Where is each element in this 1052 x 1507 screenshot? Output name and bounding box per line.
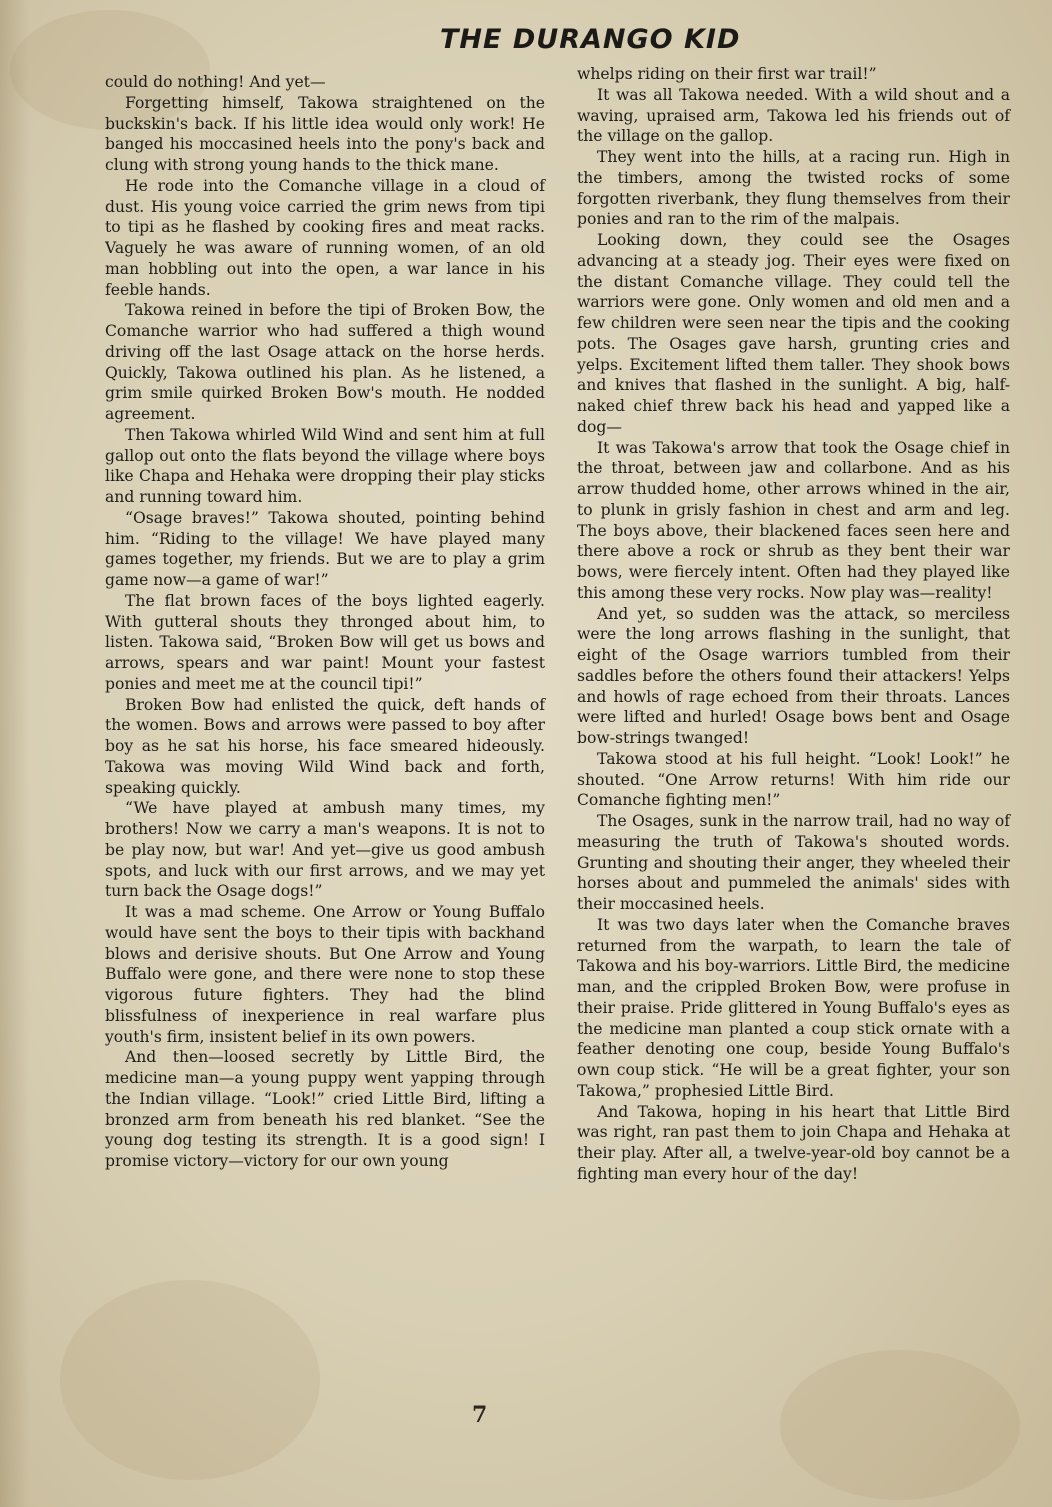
paragraph: They went into the hills, at a racing run. High in the timbers, among the twisted rocks of some forgotten riverbank, they flung themselves from their ponies and ran to the rim of the malpais. [577,148,1010,229]
paper-stain [780,1350,1020,1500]
paragraph: He rode into the Comanche village in a cloud of dust. His young voice carried the grim news from tipi to tipi as he flashed by cooking fires and meat racks. Vaguely he was aware of running women, of an old man hobbling out into the open, a war lance in his feeble hands. [105,176,545,299]
paragraph: Looking down, they could see the Osages advancing at a steady jog. Their eyes were fixed on the distant Comanche village. They could tell the warriors were gone. Only women and old men and a few children were seen near the tipis and the cooking pots. The Osages gave harsh, grunting cries and yelps. Excitement lifted them taller. They shook bows and knives that flashed in the sunlight. A big, half-naked chief threw back his head and yapped like a dog— [577,231,1010,436]
paragraph: Then Takowa whirled Wild Wind and sent him at full gallop out onto the flats beyond the village where boys like Chapa and Hehaka were dropping their play sticks and running toward him. [105,425,545,506]
page-header-title: THE DURANGO KID [440,24,741,55]
paragraph: And Takowa, hoping in his heart that Little Bird was right, ran past them to join Chapa and Hehaka at their play. After all, a twelve-year-old boy cannot be a fighting man every hour of the day! [577,1102,1010,1183]
page-number: 7 [472,1402,488,1428]
paragraph: And then—loosed secretly by Little Bird, the medicine man—a young puppy went yapping through the Indian village. “Look!” cried Little Bird, lifting a bronzed arm from beneath his red blanket. “See the young dog testing its strength. It is a good sign! I promise victory—victory for our own young [105,1048,545,1170]
paragraph: Takowa stood at his full height. “Look! Look!” he shouted. “One Arrow returns! With him ride our Comanche fighting men!” [577,749,1010,810]
paragraph: Forgetting himself, Takowa straightened on the buckskin's back. If his little idea would only work! He banged his moccasined heels into the pony's back and clung with strong young hands to the thick mane. [105,93,545,174]
page-crease-shadow [0,0,30,1507]
paragraph: whelps riding on their first war trail!” [577,65,877,83]
paper-stain [60,1280,320,1480]
paragraph: Broken Bow had enlisted the quick, deft hands of the women. Bows and arrows were passed to boy after boy as he sat his horse, his face smeared hideously. Takowa was moving Wild Wind back and forth, speaking quickly. [105,695,545,797]
paragraph: It was a mad scheme. One Arrow or Young Buffalo would have sent the boys to their tipis with backhand blows and derisive shouts. But One Arrow and Young Buffalo were gone, and there were none to stop these vigorous future fighters. They had the blind blissfulness of inexperience in real warfare plus youth's firm, insistent belief in its own powers. [105,903,545,1046]
paragraph: “Osage braves!” Takowa shouted, pointing behind him. “Riding to the village! We have played many games together, my friends. But we are to play a grim game now—a game of war!” [105,508,545,589]
paragraph: Takowa reined in before the tipi of Broken Bow, the Comanche warrior who had suffered a thigh wound driving off the last Osage attack on the horse herds. Quickly, Takowa outlined his plan. As he listened, a grim smile quirked Broken Bow's mouth. He nodded agreement. [105,301,545,423]
paragraph: It was Takowa's arrow that took the Osage chief in the throat, between jaw and collarbone. And as his arrow thudded home, other arrows whined in the air, to plunk in grisly fashion in chest and arm and leg. The boys above, their blackened faces seen here and there above a rock or shrub as they bent their war bows, were fiercely intent. Often had they played like this among these very rocks. Now play was—reality! [577,438,1010,602]
paragraph: The Osages, sunk in the narrow trail, had no way of measuring the truth of Takowa's shouted words. Grunting and shouting their anger, they wheeled their horses about and pummeled the animals' sides with their moccasined heels. [577,812,1010,913]
paragraph: The flat brown faces of the boys lighted eagerly. With gutteral shouts they thronged about him, to listen. Takowa said, “Broken Bow will get us bows and arrows, spears and war paint! Mount your fastest ponies and meet me at the council tipi!” [105,591,545,693]
paragraph: could do nothing! And yet— [105,73,326,91]
paragraph: It was all Takowa needed. With a wild shout and a waving, upraised arm, Takowa led his friends out of the village on the gallop. [577,85,1010,146]
paragraph: “We have played at ambush many times, my brothers! Now we carry a man's weapons. It is not to be play now, but war! And yet—give us good ambush spots, and luck with our first arrows, and we may yet turn back the Osage dogs!” [105,799,545,901]
paragraph: It was two days later when the Comanche braves returned from the warpath, to learn the tale of Takowa and his boy-warriors. Little Bird, the medicine man, and the crippled Broken Bow, were profuse in their praise. Pride glittered in Young Buffalo's eyes as the medicine man planted a coup stick ornate with a feather denoting one coup, beside Young Buffalo's own coup stick. “He will be a great fighter, your son Takowa,” prophesied Little Bird. [577,915,1010,1100]
paragraph: And yet, so sudden was the attack, so merciless were the long arrows flashing in the sunlight, that eight of the Osage warriors tumbled from their saddles before the others found their attackers! Yelps and howls of rage echoed from their throats. Lances were lifted and hurled! Osage bows bent and Osage bow-strings twanged! [577,604,1010,747]
text-column-left [105,72,545,1172]
text-column-right [577,64,1010,1185]
